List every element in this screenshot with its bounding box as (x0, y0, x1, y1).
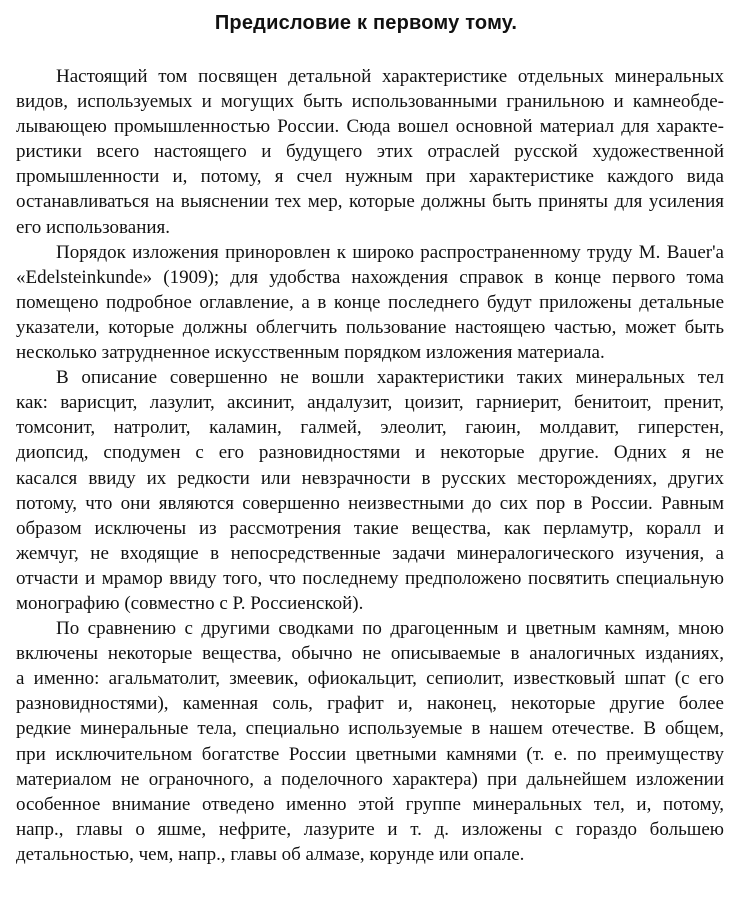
text-line: отчасти и мрамор ввиду того, что последнему предположено посвятить специальную (16, 567, 724, 589)
text-line: как: варисцит, лазулит, аксинит, андалузит, цоизит, гарниерит, бенитоит, пренит, (16, 392, 724, 414)
text-line: разновидностями), каменная соль, графит и, наконец, некоторые другие более (16, 693, 724, 715)
text-line: В описание совершенно не вошли характеристики таких минеральных тел (56, 367, 724, 389)
text-line: особенное внимание отведено именно этой группе минеральных тел, и, потому, (16, 793, 724, 815)
text-line: детальностью, чем, напр., главы об алмазе, корунде или опале. (16, 843, 525, 865)
paragraph-2 (16, 240, 724, 365)
page-title: Предисловие к первому тому. (214, 12, 518, 34)
text-line: По сравнению с другими сводками по драгоценным и цветным камням, мною (56, 618, 724, 640)
paragraph-4 (16, 616, 724, 867)
text-line: монографию (совместно с Р. Россиенской). (16, 592, 364, 614)
text-line: а именно: агальматолит, змеевик, офиокальцит, сепиолит, известковый шпат (с его (16, 668, 724, 690)
text-line: жемчуг, не входящие в непосредственные задачи минералогического изучения, а (16, 542, 724, 564)
text-line: томсонит, натролит, каламин, галмей, элеолит, гаюин, молдавит, гиперстен, (16, 417, 724, 439)
text-line: помещено подробное оглавление, а в конце последнего будут приложены детальные (16, 291, 724, 313)
text-line: потому, что они являются совершенно неизвестными до сих пор в России. Равным (16, 492, 724, 514)
text-line: Порядок изложения приноровлен к широко распространенному труду M. Bauer'a (56, 241, 724, 263)
preface-body (16, 64, 724, 867)
text-line: ристики всего настоящего и будущего этих отраслей русской художественной (16, 141, 724, 163)
text-line: «Edelsteinkunde» (1909); для удобства нахождения справок в конце первого тома (16, 266, 724, 288)
paragraph-1 (16, 64, 724, 240)
text-line: материалом не ограночного, а поделочного характера) при дальнейшем изложении (16, 768, 724, 790)
text-line: его использования. (16, 216, 171, 238)
text-line: видов, используемых и могущих быть использованными гранильною и камнеобде- (16, 91, 724, 113)
text-line: указатели, которые должны облегчить пользование настоящею частью, может быть (16, 316, 724, 338)
text-line: при исключительном богатстве России цветными камнями (т. е. по преимуществу (16, 743, 724, 765)
text-line: останавливаться на выяснении тех мер, которые должны быть приняты для усиления (16, 191, 724, 213)
text-line: промышленности и, потому, я счел нужным при характеристике каждого вида (16, 166, 724, 188)
text-line: касался ввиду их редкости или невзрачности в русских месторождениях, других (16, 467, 724, 489)
text-line: диопсид, сподумен с его разновидностями и некоторые другие. Одних я не (16, 442, 724, 464)
text-line: напр., главы о яшме, нефрите, лазурите и т. д. изложены с гораздо большею (16, 818, 724, 840)
text-line: редкие минеральные тела, специально используемые в нашем отечестве. В общем, (16, 718, 724, 740)
text-line: несколько затрудненное искусственным порядком изложения материала. (16, 342, 605, 364)
text-line: лывающею промышленностью России. Сюда вошел основной материал для характе- (16, 116, 724, 138)
text-line: включены некоторые вещества, обычно не описываемые в аналогичных изданиях, (16, 643, 724, 665)
text-line: образом исключены из рассмотрения такие вещества, как перламутр, коралл и (16, 517, 724, 539)
text-line: Настоящий том посвящен детальной характеристике отдельных минеральных (56, 66, 724, 87)
paragraph-3 (16, 365, 724, 616)
